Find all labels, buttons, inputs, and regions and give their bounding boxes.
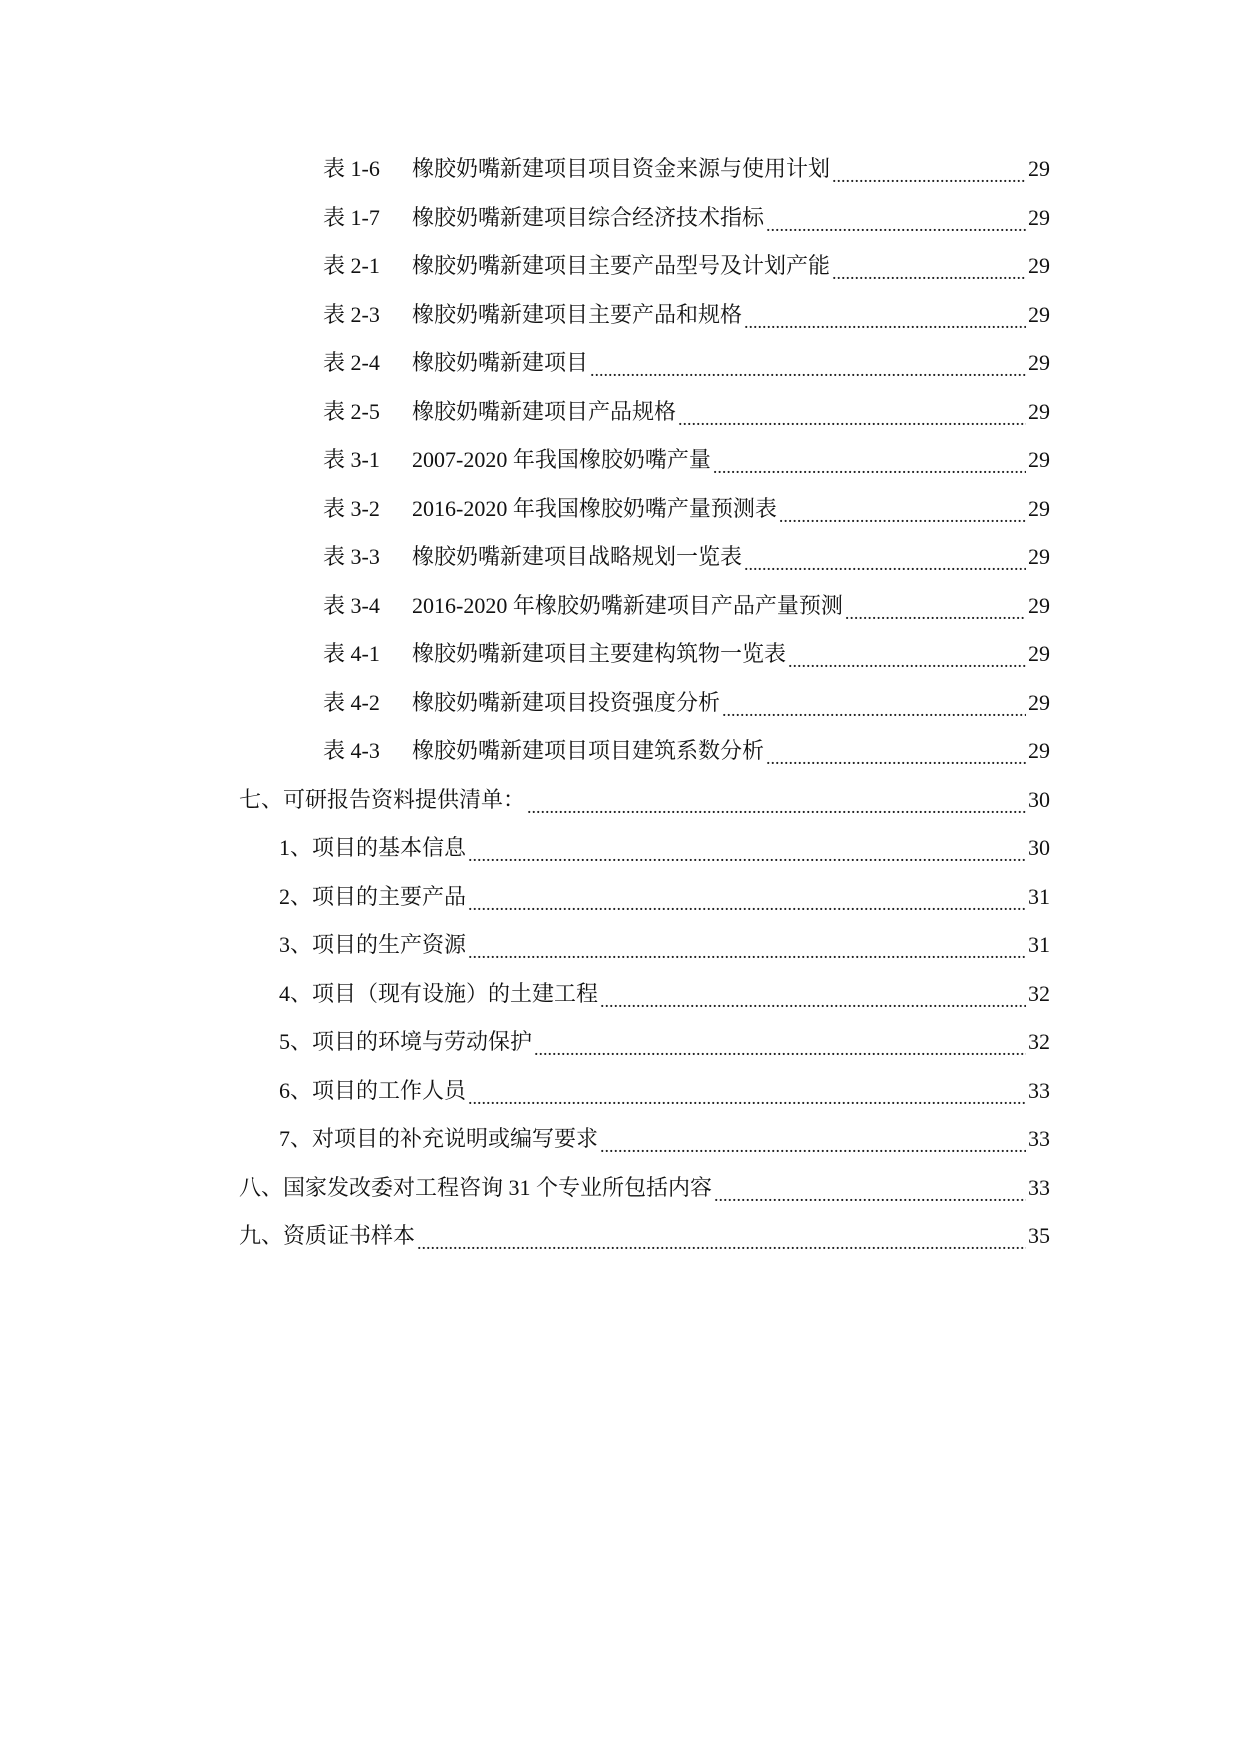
toc-page-number: 30 [1028, 786, 1050, 812]
toc-dot-leader [744, 549, 1026, 578]
toc-entry[interactable] [0, 980, 1241, 1029]
toc-entry-title: 橡胶奶嘴新建项目项目建筑系数分析 [412, 738, 765, 763]
toc-entry-title: 2016-2020 年橡胶奶嘴新建项目产品产量预测 [412, 592, 843, 618]
toc-entry-number: 7、 [279, 1126, 313, 1151]
toc-dot-leader [534, 1034, 1026, 1063]
toc-entry-number: 表 4-3 [323, 738, 380, 763]
toc-page-number: 31 [1028, 932, 1050, 957]
table-of-contents [0, 155, 1241, 1271]
toc-page-number: 29 [1028, 301, 1050, 327]
toc-entry[interactable] [0, 1077, 1241, 1126]
toc-entry[interactable] [0, 834, 1241, 883]
toc-entry[interactable] [0, 689, 1241, 738]
toc-dot-leader [779, 501, 1026, 530]
toc-dot-leader [832, 161, 1026, 190]
toc-dot-leader [590, 355, 1026, 384]
toc-page-number: 29 [1028, 495, 1050, 521]
toc-entry[interactable] [0, 883, 1241, 932]
toc-entry[interactable] [0, 640, 1241, 689]
toc-entry-title: 对项目的补充说明或编写要求 [312, 1126, 599, 1151]
toc-entry-number: 九、 [239, 1223, 284, 1248]
toc-entry-number: 表 2-4 [323, 350, 380, 375]
toc-entry[interactable] [0, 1174, 1241, 1223]
toc-entry-number: 表 1-6 [323, 156, 380, 181]
toc-entry-title: 项目的主要产品 [312, 883, 467, 909]
toc-page-number: 32 [1028, 1029, 1050, 1054]
toc-dot-leader [832, 258, 1026, 287]
toc-entry-number: 表 3-3 [323, 544, 380, 569]
toc-entry-title: 项目（现有设施）的土建工程 [312, 980, 599, 1006]
toc-dot-leader [678, 404, 1026, 433]
toc-entry-title: 2016-2020 年我国橡胶奶嘴产量预测表 [412, 495, 777, 521]
toc-dot-leader [766, 743, 1026, 772]
toc-entry-title: 橡胶奶嘴新建项目主要建构筑物一览表 [412, 641, 787, 666]
toc-dot-leader [417, 1228, 1026, 1257]
toc-page-number: 30 [1028, 835, 1050, 860]
toc-entry-title: 橡胶奶嘴新建项目主要产品和规格 [412, 301, 743, 327]
toc-page-number: 33 [1028, 1126, 1050, 1151]
toc-entry[interactable] [0, 1222, 1241, 1271]
toc-dot-leader [468, 840, 1026, 869]
toc-entry[interactable] [0, 737, 1241, 786]
toc-entry-number: 表 4-1 [323, 641, 380, 666]
toc-entry-title: 橡胶奶嘴新建项目主要产品型号及计划产能 [412, 253, 831, 278]
toc-entry[interactable] [0, 543, 1241, 592]
toc-entry-number: 七、 [239, 786, 284, 812]
toc-page-number: 29 [1028, 592, 1050, 618]
toc-entry[interactable] [0, 301, 1241, 350]
toc-entry-title: 橡胶奶嘴新建项目项目资金来源与使用计划 [412, 156, 831, 181]
toc-entry[interactable] [0, 446, 1241, 495]
toc-page-number: 29 [1028, 156, 1050, 181]
toc-entry-number: 1、 [279, 835, 313, 860]
toc-entry[interactable] [0, 1028, 1241, 1077]
toc-entry[interactable] [0, 398, 1241, 447]
toc-page-number: 29 [1028, 204, 1050, 230]
toc-page-number: 29 [1028, 447, 1050, 472]
toc-entry-number: 表 3-4 [323, 592, 380, 618]
toc-entry-title: 资质证书样本 [283, 1223, 416, 1248]
toc-page-number: 35 [1028, 1223, 1050, 1248]
toc-entry-number: 表 1-7 [323, 204, 380, 230]
toc-entry[interactable] [0, 592, 1241, 641]
toc-entry-title: 橡胶奶嘴新建项目综合经济技术指标 [412, 204, 765, 230]
toc-entry-number: 表 2-1 [323, 253, 380, 278]
toc-entry[interactable] [0, 155, 1241, 204]
toc-entry-number: 表 3-1 [323, 447, 380, 472]
toc-page-number: 33 [1028, 1077, 1050, 1103]
toc-page-number: 29 [1028, 689, 1050, 715]
toc-page-number: 33 [1028, 1174, 1050, 1200]
toc-entry-title: 项目的环境与劳动保护 [312, 1029, 533, 1054]
toc-dot-leader [468, 889, 1026, 918]
toc-dot-leader [845, 598, 1026, 627]
toc-dot-leader [744, 307, 1026, 336]
toc-page-number: 29 [1028, 350, 1050, 375]
toc-entry[interactable] [0, 204, 1241, 253]
toc-entry[interactable] [0, 252, 1241, 301]
toc-entry-number: 4、 [279, 980, 313, 1006]
toc-entry-title: 橡胶奶嘴新建项目产品规格 [412, 398, 677, 424]
toc-entry-number: 3、 [279, 932, 313, 957]
toc-dot-leader [722, 695, 1026, 724]
toc-page-number: 31 [1028, 883, 1050, 909]
toc-dot-leader [600, 1131, 1026, 1160]
toc-entry-title: 可研报告资料提供清单： [283, 786, 526, 812]
toc-page-number: 29 [1028, 398, 1050, 424]
toc-entry-number: 表 3-2 [323, 495, 380, 521]
toc-entry[interactable] [0, 1125, 1241, 1174]
toc-entry-title: 橡胶奶嘴新建项目战略规划一览表 [412, 544, 743, 569]
toc-dot-leader [527, 792, 1026, 821]
toc-entry-number: 2、 [279, 883, 313, 909]
toc-entry-title: 2007-2020 年我国橡胶奶嘴产量 [412, 447, 711, 472]
toc-entry-title: 橡胶奶嘴新建项目投资强度分析 [412, 689, 721, 715]
toc-dot-leader [713, 452, 1026, 481]
toc-dot-leader [714, 1180, 1026, 1209]
toc-page-number: 32 [1028, 980, 1050, 1006]
toc-entry-number: 6、 [279, 1077, 313, 1103]
toc-entry-number: 八、 [239, 1174, 284, 1200]
toc-entry[interactable] [0, 786, 1241, 835]
toc-entry-number: 表 4-2 [323, 689, 380, 715]
toc-page-number: 29 [1028, 641, 1050, 666]
toc-entry-title: 项目的生产资源 [312, 932, 467, 957]
toc-page-number: 29 [1028, 738, 1050, 763]
toc-entry-title: 国家发改委对工程咨询 31 个专业所包括内容 [283, 1174, 713, 1200]
toc-entry-title: 橡胶奶嘴新建项目 [412, 350, 589, 375]
toc-dot-leader [788, 646, 1026, 675]
toc-entry-number: 表 2-5 [323, 398, 380, 424]
toc-page-number: 29 [1028, 253, 1050, 278]
toc-dot-leader [468, 1083, 1026, 1112]
toc-page-number: 29 [1028, 544, 1050, 569]
toc-dot-leader [468, 937, 1026, 966]
toc-entry-title: 项目的工作人员 [312, 1077, 467, 1103]
toc-entry[interactable] [0, 495, 1241, 544]
toc-entry-number: 5、 [279, 1029, 313, 1054]
toc-dot-leader [600, 986, 1026, 1015]
toc-entry[interactable] [0, 349, 1241, 398]
toc-entry[interactable] [0, 931, 1241, 980]
toc-entry-number: 表 2-3 [323, 301, 380, 327]
toc-entry-title: 项目的基本信息 [312, 835, 467, 860]
toc-dot-leader [766, 210, 1026, 239]
